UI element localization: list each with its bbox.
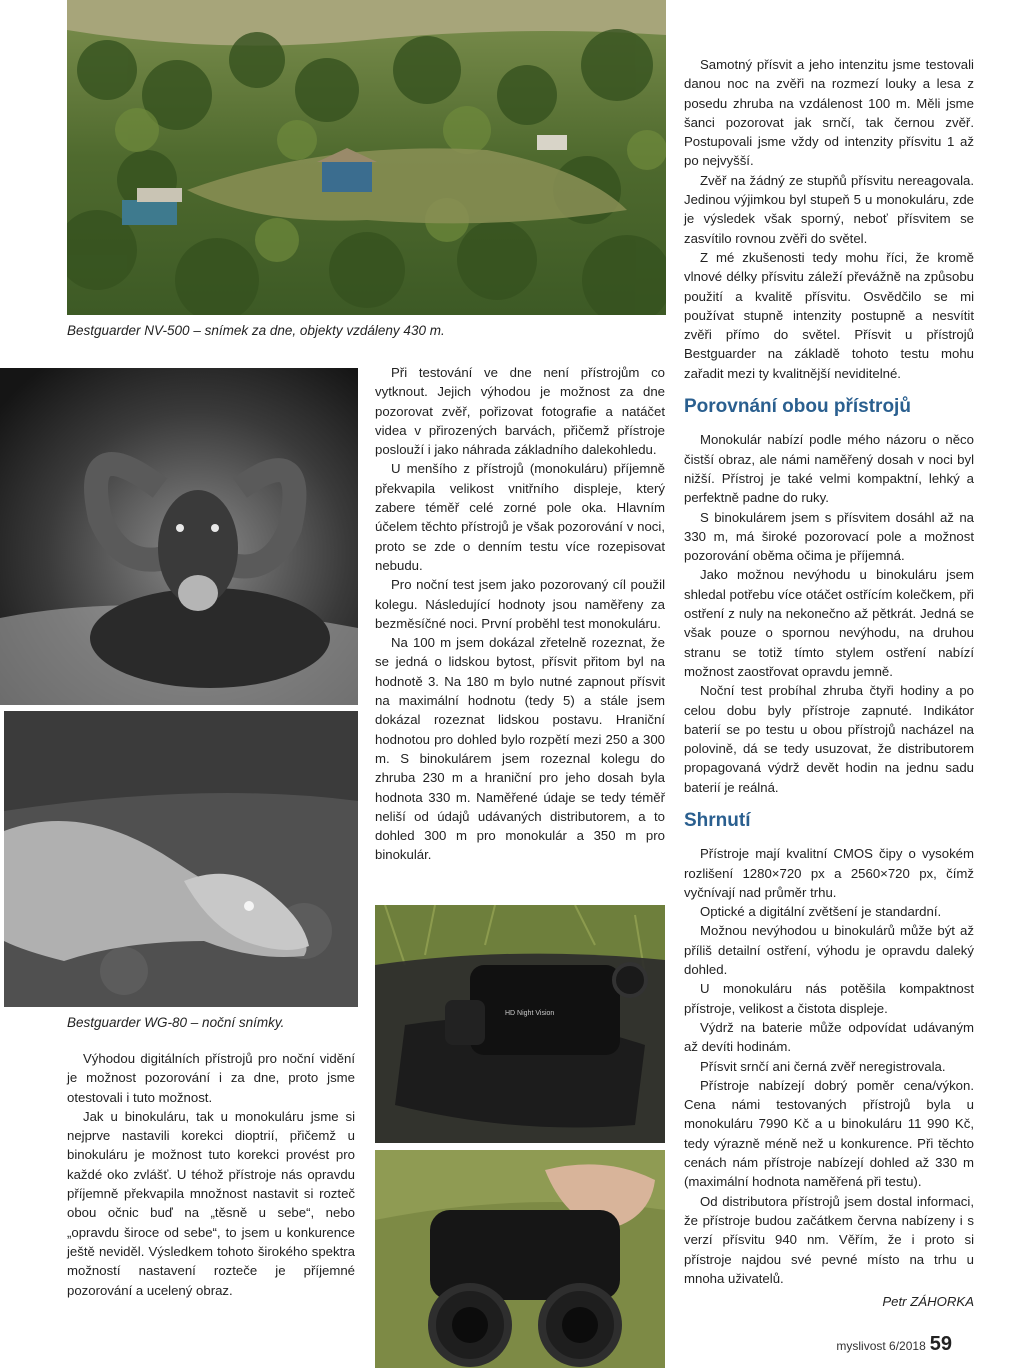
paragraph: Optické a digitální zvětšení je standardní. [700,904,942,920]
paragraph: Možnou nevýhodou u binokulárů může být až příliš detailní ostření, výhodu je opravdu daleký dohled. [684,923,974,978]
middle-column-text [375,363,665,865]
landscape-caption: Bestguarder NV-500 – snímek za dne, objekty vzdáleny 430 m. [67,323,445,338]
paragraph: Přísvit srnčí ani černá zvěř neregistrovala. [700,1058,946,1074]
landscape-photo [67,0,666,315]
paragraph: Výdrž na baterie může odpovídat udávaným až devíti hodinám. [684,1019,974,1055]
paragraph: Pro noční test jsem jako pozorovaný cíl použil kolegu. Následující hodnoty jsou naměřeny za bezměsíčné noci. První proběhl test monokuláru. [375,577,665,631]
paragraph: Noční test probíhal zhruba čtyři hodiny a po celou dobu byly přístroje zapnuté. Indikátor baterií se po testu u obou přístrojů nacházel na polovině, dá se tedy usuzovat, že distributorem propagovaná výdrž devět hodin na jednu sadu baterií je reálná. [684,683,974,795]
magazine-issue: myslivost 6/2018 [836,1339,926,1353]
night-caption: Bestguarder WG-80 – noční snímky. [67,1015,285,1030]
monocular-label: HD Night Vision [505,1010,555,1017]
page-number: 59 [929,1333,952,1355]
paragraph: Přístroje nabízejí dobrý poměr cena/výkon. Cena námi testovaných přístrojů byla u monokuláru 7990 Kč a u binokuláru 11 990 Kč, tedy výrazně méně než u konkurence. Při těchto cenách nám přístroje nabízejí dohled až 330 m (maximální hodnota naměřená při testu). [684,1077,974,1190]
paragraph: Monokulár nabízí podle mého názoru o něco čistší obraz, ale námi naměřený dosah v noci byl nižší. Přístroj je také velmi kompaktní, lehký a perfektně padne do ruky. [684,432,974,506]
paragraph: U monokuláru nás potěšila kompaktnost přístroje, velikost a čistota displeje. [684,981,974,1016]
paragraph: Na 100 m jsem dokázal zřetelně rozeznat, že se jedná o lidskou bytost, přísvit přitom byl na hodnotě 3. Na 180 m bylo nutné zapnout přísvit na maximální hodnotu (tedy 5) a stále jsem dokázal rozeznat lidskou postavu. Hraniční hodnotou pro dohled bylo rozpětí mezi 250 a 300 m. S binokulárem jsem rozeznal kolegu do zhruba 230 m a hraniční pro jeho dosah byla hodnota 330 m. Naměřené údaje se tedy téměř neliší od údajů udávaných distributorem, a to dohled 300 m pro monokulár a 350 m pro binokulár. [375,635,665,863]
right-column-text [684,55,974,1311]
mouflon-night-photo [0,368,358,705]
left-column-text [67,1049,355,1300]
paragraph: U menšího z přístrojů (monokuláru) příjemně překvapila velikost vnitřního displeje, který zabere téměř celé zorné pole oka. Hlavním účelem těchto přístrojů je však pozorování v noci, proto se zde o denním testu více rozepisovat nebudu. [375,461,665,573]
page-footer [836,1333,952,1356]
paragraph: Zvěř na žádný ze stupňů přísvitu nereagovala. Jedinou výjimkou byl stupeň 5 u monokuláru, zde je výsledek však sporný, neboť přísvitem se zasvítilo rovnou zvěři do světel. [684,172,974,246]
paragraph: Samotný přísvit a jeho intenzitu jsme testovali danou noc na zvěři na rozmezí louky a lesa z posedu zhruba na vzdálenost 100 m. Měli jsme šanci pozorovat jak srnčí, tak černou zvěř. Postupovali jsme vždy od intenzity přísvitu 1 až po nejvyšší. [684,57,974,169]
paragraph: Z mé zkušenosti tedy mohu říci, že kromě vlnové délky přísvitu záleží převážně na způsobu použití a kvalitě přísvitu. Osvědčilo se mi používat stupně intenzity postupně a nesvítit zvěři přímo do světel. Přísvit u přístrojů Bestguarder na základě tohoto testu mohu zařadit mezi ty kvalitnější neviditelné. [684,249,974,381]
paragraph: Při testování ve dne není přístrojům co vytknout. Jejich výhodou je možnost za dne pozorovat zvěř, pořizovat fotografie a natáčet videa v přirozených barvách, přičemž přístroje poslouží i jako náhrada základního dalekohledu. [375,365,665,458]
paragraph: S binokulárem jsem s přísvitem dosáhl až na 330 m, má široké pozorovací pole a možnost pozorování oběma očima je příjemná. [684,509,974,564]
paragraph: Jako možnou nevýhodu u binokuláru jsem shledal potřebu více otáčet ostřícím kolečkem, při ostření z nuly na nekonečno až pětkrát. Jedná se však pouze o spornou nevýhodu, na druhou stranu se totiž tímto stylem ostření nabízí možnost zaostřovat opravdu jemně. [684,567,974,679]
paragraph: Přístroje mají kvalitní CMOS čipy o vysokém rozlišení 1280×720 px a 2560×720 px, čímž vyčnívají nad průměr trhu. [684,846,974,900]
section-heading-comparison: Porovnání obou přístrojů [684,396,911,418]
paragraph: Výhodou digitálních přístrojů pro noční vidění je možnost pozorování i za dne, proto jsme otestovali i tuto možnost. [67,1051,355,1105]
section-heading-summary: Shrnutí [684,809,751,831]
author-byline: Petr ZÁHORKA [882,1294,974,1310]
paragraph: Jak u binokuláru, tak u monokuláru jsme si nejprve nastavili korekci dioptrií, přičemž u binokuláru je možnost tuto korekci provést pro každé oko zvlášť. U téhož přístroje nás opravdu příjemně překvapila množnost nastavit si rozteč obou očnic buď na „těsně u sebe“, nebo „opravdu široce od sebe“, to jsem u konkurence ještě neviděl. Výsledkem tohoto širokého spektra možností nastavení rozteče je příjemné pozorování a ucelený obraz. [67,1108,355,1298]
monocular-photo [375,905,665,1143]
deer-night-photo [4,711,358,1007]
paragraph: Od distributora přístrojů jsem dostal informaci, že přístroje budou začátkem června nabízeny i s verzí přísvitu 940 nm. Věřím, že i proto si přístroje najdou své pevné místo na trhu u mnoha uživatelů. [684,1193,974,1286]
binocular-photo [375,1150,665,1368]
